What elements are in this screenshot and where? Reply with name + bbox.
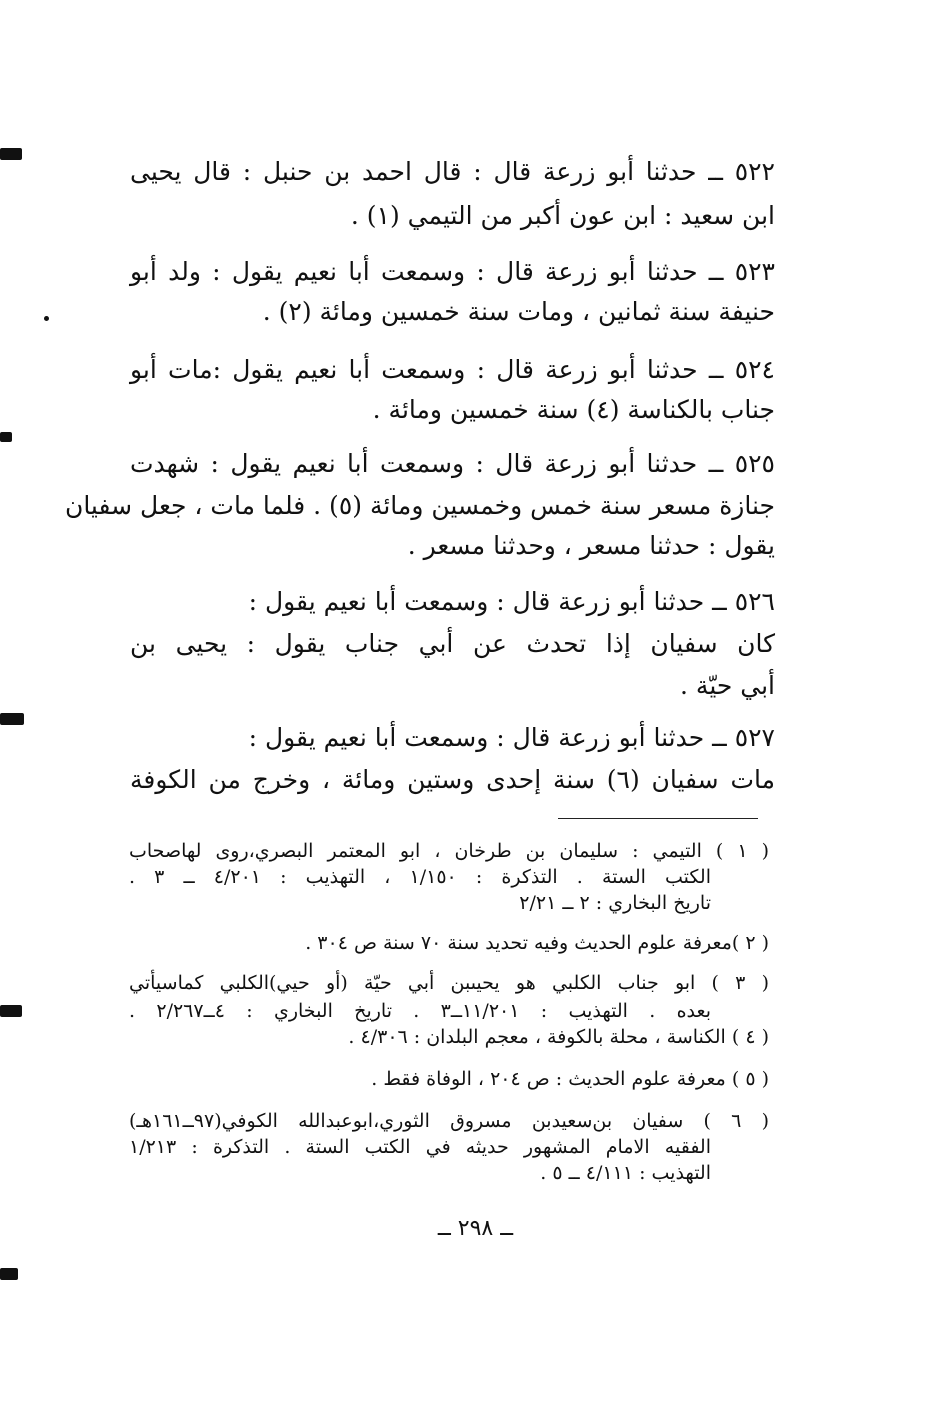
footnote-line: الفقيه الامام المشهور حديثه في الكتب الستة . التذكرة : ١/٢١٣ xyxy=(129,1136,711,1158)
body-line: ٥٢٣ ــ حدثنا أبو زرعة قال : وسمعت أبا نعيم يقول : ولد أبو xyxy=(130,257,775,286)
footnote-separator xyxy=(558,818,758,819)
page-number: ــ ٢٩٨ ــ xyxy=(437,1216,514,1241)
body-line: جنازة مسعر سنة خمس وخمسين ومائة (٥) . فلما مات ، جعل سفيان xyxy=(64,491,775,520)
body-line: ابن سعيد : ابن عون أكبر من التيمي (١) . xyxy=(350,201,775,230)
body-line: ٥٢٤ ــ حدثنا أبو زرعة قال : وسمعت أبا نعيم يقول :مات أبو xyxy=(130,355,775,384)
footnote-line: ( ٥ ) معرفة علوم الحديث : ص ٢٠٤ ، الوفاة فقط . xyxy=(371,1068,769,1090)
body-line: ٥٢٧ ــ حدثنا أبو زرعة قال : وسمعت أبا نعيم يقول : xyxy=(248,723,775,752)
scan-edge-mark xyxy=(0,1268,18,1280)
footnote-line: التهذيب : ٤/١١١ ــ ٥ . xyxy=(540,1162,711,1184)
footnote-line: ( ٣ ) ابو جناب الكلبي هو يحيىبن أبي حيّة (أو حيي)الكلبي كماسيأتي xyxy=(129,972,770,994)
stray-dot xyxy=(44,316,49,321)
scan-edge-mark xyxy=(0,1005,22,1017)
body-line: أبي حيّة . xyxy=(680,671,775,700)
body-line: حنيفة سنة ثمانين ، ومات سنة خمسين ومائة (٢) . xyxy=(262,297,775,326)
scan-edge-mark xyxy=(0,713,24,725)
body-line: يقول : حدثنا مسعر ، وحدثنا مسعر . xyxy=(407,531,775,560)
body-line: جناب بالكناسة (٤) سنة خمسين ومائة . xyxy=(372,395,775,424)
body-line: ٥٢٥ ــ حدثنا أبو زرعة قال : وسمعت أبا نعيم يقول : شهدت xyxy=(130,449,775,478)
footnote-line: تاريخ البخاري : ٢ ــ ٢/٢١ xyxy=(519,892,711,914)
scan-edge-mark xyxy=(0,148,22,160)
scan-edge-mark xyxy=(0,432,12,442)
body-line: ٥٢٢ ــ حدثنا أبو زرعة قال : قال احمد بن حنبل : قال يحيى xyxy=(130,157,775,186)
footnote-line: الكتب الستة . التذكرة : ١/١٥٠ ، التهذيب : ٤/٢٠١ ــ ٣ . xyxy=(129,866,711,888)
footnote-line: ( ٤ ) الكناسة ، محلة بالكوفة ، معجم البلدان : ٤/٣٠٦ . xyxy=(348,1026,769,1048)
body-line: مات سفيان (٦) سنة إحدى وستين ومائة ، وخرج من الكوفة xyxy=(130,765,775,794)
footnote-line: ( ٦ ) سفيان بن‌سعيدبن مسروق الثوري،ابوعبدالله الكوفي(٩٧ــ١٦١هـ) xyxy=(129,1110,770,1132)
footnote-line: ( ١ ) التيمي : سليمان بن طرخان ، ابو المعتمر البصري،روى لهاصحاب xyxy=(129,840,770,862)
footnote-line: ( ٢ )معرفة علوم الحديث وفيه تحديد سنة ٧٠ سنة ص ٣٠٤ . xyxy=(305,932,769,954)
footnote-line: بعده . التهذيب : ١١/٢٠١ــ٣ . تاريخ البخاري : ٤ــ٢/٢٦٧ . xyxy=(129,1000,711,1022)
body-line: ٥٢٦ ــ حدثنا أبو زرعة قال : وسمعت أبا نعيم يقول : xyxy=(248,587,775,616)
body-line: كان سفيان إذا تحدث عن أبي جناب يقول : يحيى بن xyxy=(130,629,775,658)
